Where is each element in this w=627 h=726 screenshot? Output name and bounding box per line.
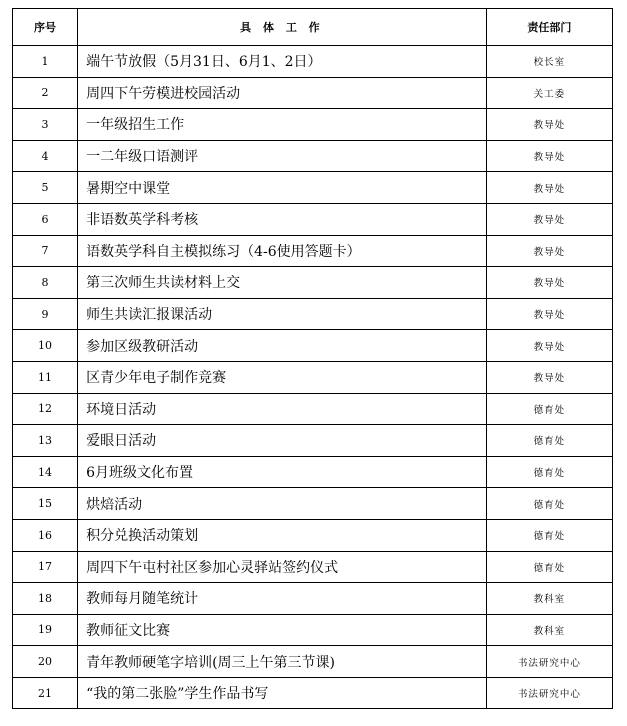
row-department: 德育处 <box>486 551 612 583</box>
row-department: 教导处 <box>486 361 612 393</box>
header-row <box>13 9 613 46</box>
row-number: 4 <box>13 140 78 172</box>
row-number: 5 <box>13 172 78 204</box>
row-number: 12 <box>13 393 78 425</box>
header-number: 序号 <box>13 9 78 46</box>
row-department: 教导处 <box>486 109 612 141</box>
row-department: 教导处 <box>486 330 612 362</box>
table-row <box>13 425 613 457</box>
table-row <box>13 393 613 425</box>
work-schedule-table <box>12 8 613 709</box>
row-department: 教科室 <box>486 614 612 646</box>
table-row <box>13 456 613 488</box>
row-number: 2 <box>13 77 78 109</box>
row-department: 教科室 <box>486 583 612 615</box>
row-task: 周四下午劳模进校园活动 <box>78 77 487 109</box>
row-number: 14 <box>13 456 78 488</box>
row-task: 语数英学科自主模拟练习（4-6使用答题卡） <box>78 235 487 267</box>
row-department: 教导处 <box>486 298 612 330</box>
table-row <box>13 203 613 235</box>
row-department: 德育处 <box>486 425 612 457</box>
row-department: 教导处 <box>486 267 612 299</box>
table-row <box>13 488 613 520</box>
work-schedule-sheet <box>12 8 613 709</box>
row-number: 7 <box>13 235 78 267</box>
row-task: 参加区级教研活动 <box>78 330 487 362</box>
header-task: 具 体 工 作 <box>78 9 487 46</box>
row-task: 师生共读汇报课活动 <box>78 298 487 330</box>
row-number: 10 <box>13 330 78 362</box>
table-row <box>13 172 613 204</box>
row-department: 教导处 <box>486 203 612 235</box>
row-number: 19 <box>13 614 78 646</box>
row-department: 德育处 <box>486 488 612 520</box>
row-task: 积分兑换活动策划 <box>78 519 487 551</box>
table-body <box>13 46 613 709</box>
row-task: 端午节放假（5月31日、6月1、2日） <box>78 46 487 78</box>
row-department: 校长室 <box>486 46 612 78</box>
row-task: 周四下午屯村社区参加心灵驿站签约仪式 <box>78 551 487 583</box>
row-task: 教师每月随笔统计 <box>78 583 487 615</box>
row-task: 非语数英学科考核 <box>78 203 487 235</box>
row-department: 书法研究中心 <box>486 677 612 709</box>
table-row <box>13 235 613 267</box>
row-task: 6月班级文化布置 <box>78 456 487 488</box>
row-task: 区青少年电子制作竞赛 <box>78 361 487 393</box>
row-task: 暑期空中课堂 <box>78 172 487 204</box>
row-number: 1 <box>13 46 78 78</box>
row-number: 15 <box>13 488 78 520</box>
row-number: 8 <box>13 267 78 299</box>
table-row <box>13 551 613 583</box>
header-department: 责任部门 <box>486 9 612 46</box>
row-department: 德育处 <box>486 456 612 488</box>
row-department: 教导处 <box>486 235 612 267</box>
table-row <box>13 330 613 362</box>
table-row <box>13 614 613 646</box>
row-task: 一年级招生工作 <box>78 109 487 141</box>
table-row <box>13 583 613 615</box>
table-row <box>13 677 613 709</box>
row-number: 16 <box>13 519 78 551</box>
table-row <box>13 646 613 678</box>
table-header <box>13 9 613 46</box>
row-number: 6 <box>13 203 78 235</box>
row-number: 3 <box>13 109 78 141</box>
row-number: 13 <box>13 425 78 457</box>
row-number: 20 <box>13 646 78 678</box>
table-row <box>13 140 613 172</box>
table-row <box>13 46 613 78</box>
table-row <box>13 109 613 141</box>
row-task: 环境日活动 <box>78 393 487 425</box>
table-row <box>13 298 613 330</box>
row-task: “我的第二张脸”学生作品书写 <box>78 677 487 709</box>
table-row <box>13 361 613 393</box>
row-department: 教导处 <box>486 140 612 172</box>
row-number: 9 <box>13 298 78 330</box>
table-row <box>13 519 613 551</box>
row-number: 17 <box>13 551 78 583</box>
row-task: 青年教师硬笔字培训(周三上午第三节课) <box>78 646 487 678</box>
row-number: 11 <box>13 361 78 393</box>
row-department: 书法研究中心 <box>486 646 612 678</box>
table-row <box>13 267 613 299</box>
row-task: 爱眼日活动 <box>78 425 487 457</box>
row-number: 18 <box>13 583 78 615</box>
row-task: 教师征文比赛 <box>78 614 487 646</box>
row-department: 关工委 <box>486 77 612 109</box>
row-task: 第三次师生共读材料上交 <box>78 267 487 299</box>
row-task: 烘焙活动 <box>78 488 487 520</box>
row-department: 德育处 <box>486 393 612 425</box>
table-row <box>13 77 613 109</box>
row-department: 教导处 <box>486 172 612 204</box>
row-department: 德育处 <box>486 519 612 551</box>
row-number: 21 <box>13 677 78 709</box>
row-task: 一二年级口语测评 <box>78 140 487 172</box>
